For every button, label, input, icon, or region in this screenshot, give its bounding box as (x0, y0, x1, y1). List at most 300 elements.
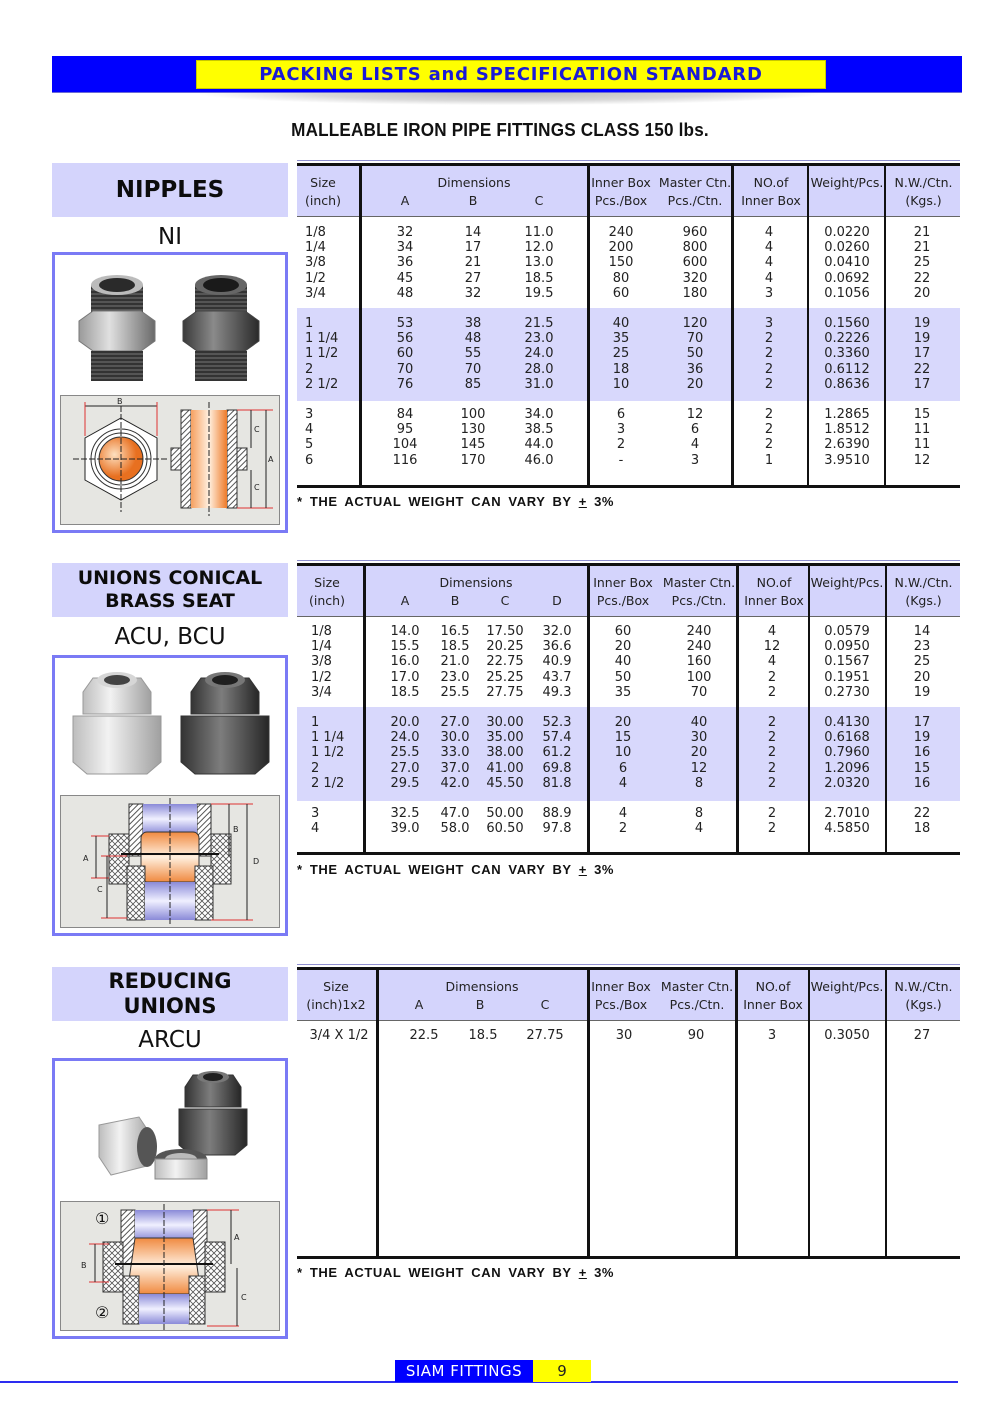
weight-note: * THE ACTUAL WEIGHT CAN VARY BY + 3% (297, 862, 615, 877)
cell-dim: 19.5 (524, 285, 554, 301)
cell-dim: 48 (396, 285, 414, 301)
cell-dim: 58.0 (440, 821, 470, 837)
cell-nw: 22 (913, 806, 931, 821)
cell-size: 1/8 (311, 624, 332, 639)
cell-dim: 47.0 (440, 806, 470, 821)
cell-dim: 40.9 (542, 654, 572, 670)
cell-size: 3/4 X 1/2 (309, 1028, 369, 1043)
cell-dim: 27.0 (440, 715, 470, 730)
cell-inner-box: 35 (612, 331, 630, 347)
cell-master-ctn: 30 (690, 730, 708, 746)
cell-no-inner-box: 2 (764, 376, 774, 392)
cell-master-ctn: 90 (687, 1028, 705, 1043)
cell-dim: 145 (460, 437, 486, 453)
diagram-label: D (253, 857, 260, 866)
cell-size: 3 (305, 407, 314, 422)
cell-no-inner-box: 1 (764, 452, 774, 468)
cell-master-ctn: 70 (686, 331, 704, 347)
cell-master-ctn: 160 (686, 654, 712, 670)
cell-nw: 22 (913, 270, 931, 286)
cell-dim: 17.0 (390, 669, 420, 685)
unions-photo (55, 658, 285, 793)
cell-master-ctn: 600 (682, 255, 708, 271)
cell-dim: 18.5 (440, 639, 470, 655)
cell-inner-box: 50 (614, 669, 632, 685)
header-nw: N.W./Ctn. (Kgs.) (894, 175, 953, 208)
cell-dim: 60 (396, 346, 414, 362)
galvanized-nipple (79, 275, 155, 381)
cell-dim: 16.0 (390, 654, 420, 670)
cell-size: 3/4 (311, 684, 332, 700)
cell-dim: 84 (396, 407, 414, 422)
cell-dim: 55 (464, 346, 482, 362)
cell-weight: 0.1951 (824, 669, 870, 685)
product-image-unions-conical (52, 655, 288, 936)
cell-dim: 76 (396, 376, 414, 392)
unions-conical-table (297, 563, 960, 857)
cell-nw: 22 (913, 361, 931, 377)
cell-dim: 27 (464, 270, 482, 286)
cell-no-inner-box: 2 (767, 669, 777, 685)
product-code-reducing-unions: ARCU (138, 1027, 202, 1053)
cell-no-inner-box: 4 (764, 255, 774, 271)
cell-nw: 15 (913, 760, 931, 776)
header-dim-a: A (414, 997, 424, 1012)
cell-dim: 20.25 (486, 639, 524, 655)
header-dim-a: A (400, 193, 410, 208)
cell-weight: 1.2096 (824, 760, 870, 776)
cell-weight: 1.8512 (824, 422, 870, 438)
cell-size: 6 (305, 452, 314, 468)
cell-master-ctn: 8 (694, 806, 704, 821)
cell-master-ctn: 240 (686, 639, 712, 655)
cell-dim: 45.50 (486, 775, 524, 791)
cell-inner-box: 20 (614, 639, 632, 655)
cell-dim: 69.8 (542, 760, 572, 776)
header-dim-c: C (500, 593, 510, 608)
cell-inner-box: 30 (615, 1028, 633, 1043)
cell-size: 1/8 (305, 225, 326, 240)
cell-dim: 24.0 (390, 730, 420, 746)
part-number-2: ② (95, 1303, 110, 1322)
header-banner (52, 56, 962, 93)
cell-no-inner-box: 2 (764, 407, 774, 422)
table-header (297, 970, 960, 1021)
cell-dim: 21.5 (524, 316, 554, 331)
cell-no-inner-box: 2 (767, 760, 777, 776)
cell-no-inner-box: 2 (767, 684, 777, 700)
cell-dim: 18.5 (468, 1028, 498, 1043)
cell-dim: 27.0 (390, 760, 420, 776)
cell-weight: 0.1056 (824, 285, 870, 301)
cell-weight: 2.6390 (824, 437, 870, 453)
cell-nw: 18 (913, 821, 931, 837)
cell-no-inner-box: 2 (764, 422, 774, 438)
cell-master-ctn: 20 (686, 376, 704, 392)
cell-dim: 29.5 (390, 775, 420, 791)
cell-dim: 20.0 (390, 715, 420, 730)
cell-nw: 19 (913, 730, 931, 746)
cell-dim: 27.75 (526, 1028, 564, 1043)
black-union (181, 672, 269, 774)
product-code-unions-conical: ACU, BCU (114, 624, 226, 650)
cell-dim: 100 (460, 407, 486, 422)
cell-master-ctn: 12 (690, 760, 708, 776)
cell-size: 4 (311, 821, 320, 837)
cell-no-inner-box: 2 (767, 775, 777, 791)
cell-dim: 21 (464, 255, 482, 271)
header-weight: Weight/Pcs. (810, 979, 884, 994)
cell-inner-box: 2 (618, 821, 628, 837)
cell-inner-box: 40 (612, 316, 630, 331)
cell-dim: 36 (396, 255, 414, 271)
cell-size: 2 (311, 760, 320, 776)
cell-dim: 25.5 (440, 684, 470, 700)
cell-dim: 18.5 (524, 270, 554, 286)
cell-no-inner-box: 3 (764, 316, 774, 331)
unions-diagram-drawing (61, 796, 279, 927)
cell-master-ctn: 4 (690, 437, 700, 453)
cell-dim: 44.0 (524, 437, 554, 453)
header-size: Size (inch) (309, 575, 345, 608)
cell-no-inner-box: 2 (764, 361, 774, 377)
cell-no-inner-box: 2 (764, 437, 774, 453)
cell-weight: 0.0579 (824, 624, 870, 639)
header-dim-d: D (552, 593, 562, 608)
cell-dim: 38.00 (486, 745, 524, 761)
section-title-line: UNIONS (123, 994, 217, 1018)
diagram-label: A (83, 854, 89, 863)
cell-dim: 49.3 (542, 684, 572, 700)
cell-size: 1 1/2 (305, 346, 339, 362)
cell-dim: 42.0 (440, 775, 470, 791)
diagram-label: C (254, 483, 260, 492)
diagram-label: C (254, 425, 260, 434)
cell-dim: 32 (464, 285, 482, 301)
cell-dim: 46.0 (524, 452, 554, 468)
cell-no-inner-box: 3 (764, 285, 774, 301)
cell-nw: 21 (913, 225, 931, 240)
header-dim-b: B (450, 593, 460, 608)
cell-weight: 0.0410 (824, 255, 870, 271)
cell-nw: 16 (913, 775, 931, 791)
weight-note: * THE ACTUAL WEIGHT CAN VARY BY + 3% (297, 1265, 615, 1280)
cell-nw: 19 (913, 684, 931, 700)
cell-dim: 60.50 (486, 821, 524, 837)
cell-weight: 3.9510 (824, 452, 870, 468)
cell-inner-box: - (618, 452, 624, 468)
cell-master-ctn: 960 (682, 225, 708, 240)
header-dimensions: Dimensions (437, 175, 511, 190)
product-code-nipples: NI (158, 224, 182, 250)
cell-dim: 35.00 (486, 730, 524, 746)
cell-size: 5 (305, 437, 314, 453)
cell-dim: 31.0 (524, 376, 554, 392)
header-nw: N.W./Ctn. (Kgs.) (894, 575, 953, 608)
cell-inner-box: 35 (614, 684, 632, 700)
section-title-nipples (52, 163, 288, 217)
cell-dim: 70 (396, 361, 414, 377)
nipples-photo (55, 255, 285, 395)
cell-nw: 15 (913, 407, 931, 422)
cell-no-inner-box: 2 (767, 730, 777, 746)
header-size: Size (inch) (305, 175, 341, 208)
diagram-label: C (241, 1293, 247, 1302)
cell-inner-box: 80 (612, 270, 630, 286)
cell-inner-box: 15 (614, 730, 632, 746)
cell-dim: 97.8 (542, 821, 572, 837)
cell-no-inner-box: 4 (764, 225, 774, 240)
cell-dim: 12.0 (524, 240, 554, 256)
table-bottom-rule (297, 1256, 960, 1259)
tailpiece (155, 1149, 207, 1179)
header-dim-b: B (468, 193, 478, 208)
cell-dim: 57.4 (542, 730, 572, 746)
black-union-piece (179, 1071, 247, 1155)
cell-no-inner-box: 4 (767, 654, 777, 670)
header-master-ctn: Master Ctn. Pcs./Ctn. (662, 575, 736, 608)
header-dim-b: B (475, 997, 485, 1012)
cell-dim: 15.5 (390, 639, 420, 655)
cell-dim: 38 (464, 316, 482, 331)
cell-weight: 0.2226 (824, 331, 870, 347)
cell-weight: 0.6112 (824, 361, 870, 377)
diagram-label: B (81, 1261, 87, 1270)
cell-dim: 32.5 (390, 806, 420, 821)
nipples-table (297, 163, 960, 489)
cell-inner-box: 240 (608, 225, 634, 240)
cell-inner-box: 60 (612, 285, 630, 301)
cell-size: 3/4 (305, 285, 326, 301)
cell-inner-box: 150 (608, 255, 634, 271)
cell-nw: 12 (913, 452, 931, 468)
cell-dim: 170 (460, 452, 486, 468)
nipples-diagram-drawing (61, 396, 279, 524)
footer-brand: SIAM FITTINGS (395, 1360, 533, 1382)
cell-dim: 95 (396, 422, 414, 438)
cell-weight: 0.1567 (824, 654, 870, 670)
cell-nw: 11 (913, 437, 931, 453)
cell-dim: 104 (392, 437, 418, 453)
cell-weight: 0.7960 (824, 745, 870, 761)
cell-no-inner-box: 3 (767, 1028, 777, 1043)
cell-nw: 19 (913, 316, 931, 331)
cell-nw: 16 (913, 745, 931, 761)
cell-dim: 34.0 (524, 407, 554, 422)
cell-inner-box: 25 (612, 346, 630, 362)
header-inner-box: Inner Box Pcs./Box (593, 575, 653, 608)
cell-size: 4 (305, 422, 314, 438)
page-number: 9 (533, 1360, 591, 1382)
header-dim-a: A (400, 593, 410, 608)
cell-dim: 85 (464, 376, 482, 392)
cell-no-inner-box: 2 (767, 806, 777, 821)
header-inner-box: Inner Box Pcs./Box (591, 175, 651, 208)
cell-master-ctn: 180 (682, 285, 708, 301)
header-weight: Weight/Pcs. (810, 175, 884, 190)
table-bottom-rule (297, 485, 960, 488)
diagram-label: B (117, 397, 123, 406)
header-dim-c: C (540, 997, 550, 1012)
cell-dim: 13.0 (524, 255, 554, 271)
cell-size: 1/2 (305, 270, 326, 286)
cell-master-ctn: 120 (682, 316, 708, 331)
cell-size: 1/4 (311, 639, 332, 655)
section-title-line: BRASS SEAT (105, 590, 235, 612)
cell-master-ctn: 12 (686, 407, 704, 422)
cell-dim: 52.3 (542, 715, 572, 730)
cell-weight: 0.6168 (824, 730, 870, 746)
diagram-label: A (234, 1233, 240, 1242)
cell-weight: 0.1560 (824, 316, 870, 331)
cell-inner-box: 20 (614, 715, 632, 730)
cell-nw: 20 (913, 669, 931, 685)
cell-dim: 116 (392, 452, 418, 468)
banner-title: PACKING LISTS and SPECIFICATION STANDARD (259, 64, 763, 85)
banner-shadow (200, 93, 820, 105)
section-title-line: REDUCING (108, 969, 232, 993)
table-header (297, 166, 960, 217)
cell-master-ctn: 20 (690, 745, 708, 761)
cell-dim: 14 (464, 225, 482, 240)
cell-size: 1 1/4 (311, 730, 345, 746)
banner-title-box (196, 60, 826, 89)
cell-nw: 25 (913, 255, 931, 271)
cell-weight: 1.2865 (824, 407, 870, 422)
weight-note: * THE ACTUAL WEIGHT CAN VARY BY + 3% (297, 494, 615, 509)
cell-dim: 37.0 (440, 760, 470, 776)
cell-inner-box: 10 (614, 745, 632, 761)
cell-dim: 45 (396, 270, 414, 286)
cell-dim: 34 (396, 240, 414, 256)
cell-master-ctn: 100 (686, 669, 712, 685)
header-no-inner-box: NO.of Inner Box (744, 575, 804, 608)
cell-dim: 39.0 (390, 821, 420, 837)
diagram-label: B (233, 825, 239, 834)
cell-inner-box: 4 (618, 775, 628, 791)
cell-size: 1/4 (305, 240, 326, 256)
cell-size: 1/2 (311, 669, 332, 685)
cell-dim: 27.75 (486, 684, 524, 700)
cell-master-ctn: 36 (686, 361, 704, 377)
cell-inner-box: 3 (616, 422, 626, 438)
cell-no-inner-box: 2 (767, 821, 777, 837)
header-no-inner-box: NO.of Inner Box (743, 979, 803, 1012)
cell-dim: 23.0 (440, 669, 470, 685)
part-number-1: ① (95, 1209, 110, 1228)
cell-dim: 88.9 (542, 806, 572, 821)
cell-dim: 61.2 (542, 745, 572, 761)
header-dimensions: Dimensions (445, 979, 519, 994)
cell-dim: 28.0 (524, 361, 554, 377)
cell-nw: 14 (913, 624, 931, 639)
product-image-reducing-unions (52, 1058, 288, 1339)
cell-nw: 21 (913, 240, 931, 256)
cell-master-ctn: 320 (682, 270, 708, 286)
cell-nw: 27 (913, 1028, 931, 1043)
header-no-inner-box: NO.of Inner Box (741, 175, 801, 208)
cell-inner-box: 2 (616, 437, 626, 453)
cell-nw: 11 (913, 422, 931, 438)
cell-size: 2 1/2 (305, 376, 339, 392)
cell-master-ctn: 240 (686, 624, 712, 639)
cell-inner-box: 4 (618, 806, 628, 821)
header-master-ctn: Master Ctn. Pcs./Ctn. (660, 979, 734, 1012)
cell-no-inner-box: 2 (767, 715, 777, 730)
cell-master-ctn: 50 (686, 346, 704, 362)
cell-dim: 17.50 (486, 624, 524, 639)
header-nw: N.W./Ctn. (Kgs.) (894, 979, 953, 1012)
cell-master-ctn: 4 (694, 821, 704, 837)
cell-master-ctn: 3 (690, 452, 700, 468)
cell-master-ctn: 800 (682, 240, 708, 256)
page-subtitle: MALLEABLE IRON PIPE FITTINGS CLASS 150 lbs. (291, 120, 709, 140)
cell-size: 1 (305, 316, 314, 331)
cell-weight: 0.8636 (824, 376, 870, 392)
cell-dim: 23.0 (524, 331, 554, 347)
cell-dim: 130 (460, 422, 486, 438)
cell-no-inner-box: 2 (764, 331, 774, 347)
cell-no-inner-box: 12 (763, 639, 781, 655)
cell-master-ctn: 40 (690, 715, 708, 730)
product-image-nipples (52, 252, 288, 533)
cell-size: 3/8 (305, 255, 326, 271)
cell-size: 2 1/2 (311, 775, 345, 791)
cell-dim: 25.25 (486, 669, 524, 685)
cell-dim: 33.0 (440, 745, 470, 761)
cell-nw: 25 (913, 654, 931, 670)
header-master-ctn: Master Ctn. Pcs./Ctn. (658, 175, 732, 208)
cell-weight: 0.0260 (824, 240, 870, 256)
reducing-unions-diagram-drawing (61, 1202, 279, 1330)
cell-no-inner-box: 4 (767, 624, 777, 639)
cell-inner-box: 60 (614, 624, 632, 639)
cell-dim: 11.0 (524, 225, 554, 240)
cell-master-ctn: 8 (694, 775, 704, 791)
cell-inner-box: 200 (608, 240, 634, 256)
cell-dim: 32 (396, 225, 414, 240)
cell-dim: 14.0 (390, 624, 420, 639)
cell-weight: 0.0692 (824, 270, 870, 286)
cell-nw: 19 (913, 331, 931, 347)
cell-dim: 24.0 (524, 346, 554, 362)
cell-dim: 53 (396, 316, 414, 331)
cell-inner-box: 18 (612, 361, 630, 377)
table-bottom-rule (297, 852, 960, 855)
cell-no-inner-box: 2 (767, 745, 777, 761)
cell-dim: 50.00 (486, 806, 524, 821)
cell-size: 2 (305, 361, 314, 377)
cell-nw: 17 (913, 715, 931, 730)
cell-dim: 43.7 (542, 669, 572, 685)
section-title-line: NIPPLES (115, 177, 225, 203)
cell-nw: 20 (913, 285, 931, 301)
reducing-unions-photo (55, 1061, 285, 1201)
cell-dim: 48 (464, 331, 482, 347)
cell-weight: 0.0220 (824, 225, 870, 240)
cell-master-ctn: 6 (690, 422, 700, 438)
table-header (297, 566, 960, 617)
diagram-label: A (268, 455, 274, 464)
cell-dim: 16.5 (440, 624, 470, 639)
cell-dim: 81.8 (542, 775, 572, 791)
unions-dimension-diagram (60, 795, 280, 928)
cell-master-ctn: 70 (690, 684, 708, 700)
section-title-reducing-unions (52, 967, 288, 1021)
galvanized-nut (99, 1117, 157, 1175)
cell-size: 1 1/4 (305, 331, 339, 347)
cell-weight: 0.0950 (824, 639, 870, 655)
